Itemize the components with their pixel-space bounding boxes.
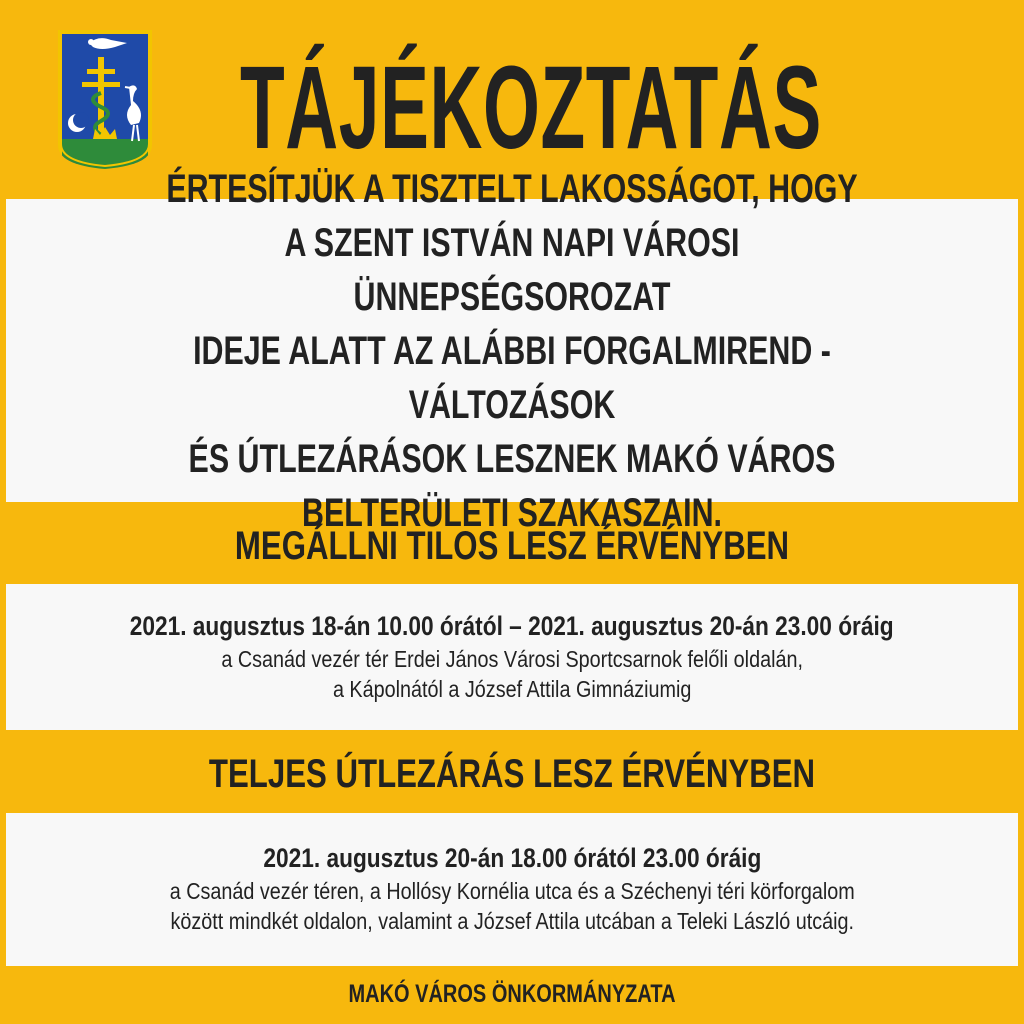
section-location-no-stopping: a Csanád vezér tér Erdei János Városi Sportcsarnok felőli oldalán, a Kápolnától a József Attila Gimnáziumig — [221, 645, 803, 702]
section-heading-no-stopping: MEGÁLLNI TILOS LESZ ÉRVÉNYBEN — [234, 524, 790, 568]
intro-text: ÉRTESÍTJÜK A TISZTELT LAKOSSÁGOT, HOGY A SZENT ISTVÁN NAPI VÁROSI ÜNNEPSÉGSOROZAT IDEJE ALATT AZ ALÁBBI FORGALMIREND - VÁLTOZÁSOK ÉS ÚTLEZÁRÁSOK LESZNEK MAKÓ VÁROS BELTERÜLETI SZAKASZAIN. — [166, 166, 858, 535]
section-time-no-stopping: 2021. augusztus 18-án 10.00 órától – 2021. augusztus 20-án 23.00 óráig — [130, 610, 894, 641]
section-panel-no-stopping — [6, 584, 1018, 730]
coat-of-arms-icon — [55, 27, 155, 172]
section-panel-road-closure — [6, 813, 1018, 966]
section-heading-road-closure: TELJES ÚTLEZÁRÁS LESZ ÉRVÉNYBEN — [208, 752, 816, 796]
footer-signature: MAKÓ VÁROS ÖNKORMÁNYZATA — [348, 980, 676, 1008]
intro-panel — [6, 166, 1018, 535]
section-location-road-closure: a Csanád vezér téren, a Hollósy Kornélia utca és a Széchenyi téri körforgalom között mindkét oldalon, valamint a József Attila utcában a Teleki László utcáig. — [169, 878, 855, 934]
page-title: TÁJÉKOZTATÁS — [240, 42, 822, 174]
section-time-road-closure: 2021. augusztus 20-án 18.00 órától 23.00 óráig — [263, 843, 761, 873]
